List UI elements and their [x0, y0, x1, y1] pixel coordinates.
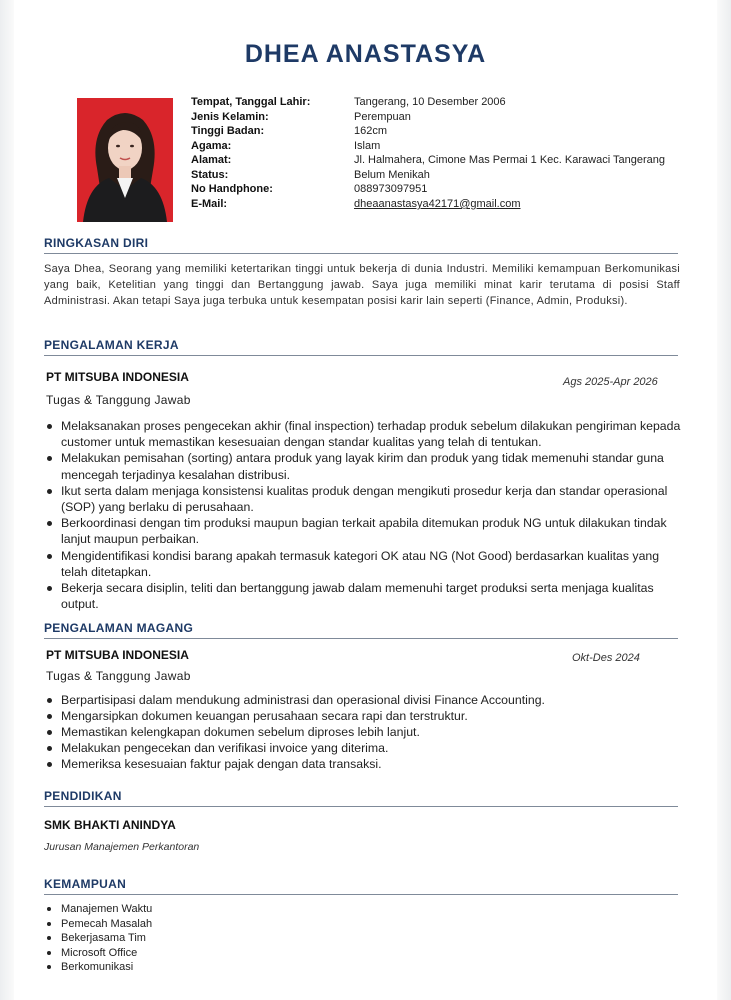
list-item: Memeriksa kesesuaian faktur pajak dengan data transaksi.	[44, 756, 684, 772]
info-value-height: 162cm	[354, 125, 388, 137]
list-item: Melaksanakan proses pengecekan akhir (final inspection) terhadap produk sebelum dilakukan pengiriman kepada customer untuk memastikan kesesuaian dengan standar kualitas yang telah di tentukan.	[44, 418, 684, 450]
internship-duties-list	[44, 692, 684, 772]
experience-subhead: Tugas & Tanggung Jawab	[46, 393, 191, 407]
list-item: Mengarsipkan dokumen keuangan perusahaan secara rapi dan terstruktur.	[44, 708, 684, 724]
info-label-gender: Jenis Kelamin:	[191, 111, 269, 123]
section-divider	[44, 894, 678, 895]
list-item: Manajemen Waktu	[44, 902, 344, 917]
page-edge-left	[0, 0, 14, 1000]
internship-subhead: Tugas & Tanggung Jawab	[46, 669, 191, 683]
info-value-religion: Islam	[354, 140, 381, 152]
list-item: Bekerjasama Tim	[44, 931, 344, 946]
info-label-phone: No Handphone:	[191, 183, 273, 195]
list-item: Berpartisipasi dalam mendukung administrasi dan operasional divisi Finance Accounting.	[44, 692, 684, 708]
summary-text: Saya Dhea, Seorang yang memiliki ketertarikan tinggi untuk bekerja di dunia Industri. Memiliki kemampuan Berkomunikasi yang baik, Ketelitian yang tinggi dan Bertanggung jawab. Saya juga memiliki minat karir terutama di posisi Staff Administrasi. Akan tetapi Saya juga terbuka untuk kesempatan posisi karir lain seperti (Finance, Admin, Produksi).	[44, 263, 680, 307]
internship-date: Okt-Des 2024	[572, 652, 640, 664]
list-item: Bekerja secara disiplin, teliti dan bertanggung jawab dalam memenuhi target produksi serta menjaga kualitas output.	[44, 580, 684, 612]
education-major: Jurusan Manajemen Perkantoran	[44, 841, 200, 853]
list-item: Memastikan kelengkapan dokumen sebelum diproses lebih lanjut.	[44, 724, 684, 740]
section-title-summary: RINGKASAN DIRI	[44, 236, 149, 250]
info-label-height: Tinggi Badan:	[191, 125, 265, 137]
section-title-internship: PENGALAMAN MAGANG	[44, 621, 194, 635]
info-label-birth: Tempat, Tanggal Lahir:	[191, 96, 311, 108]
candidate-name: DHEA ANASTASYA	[244, 40, 487, 68]
list-item: Mengidentifikasi kondisi barang apakah termasuk kategori OK atau NG (Not Good) berdasarkan kualitas yang telah ditetapkan.	[44, 548, 684, 580]
list-item: Melakukan pengecekan dan verifikasi invoice yang diterima.	[44, 740, 684, 756]
section-title-skills: KEMAMPUAN	[44, 877, 127, 891]
list-item: Microsoft Office	[44, 946, 344, 961]
experience-date: Ags 2025-Apr 2026	[563, 376, 658, 388]
info-value-phone: 088973097951	[354, 183, 428, 195]
info-value-address: Jl. Halmahera, Cimone Mas Permai 1 Kec. Karawaci Tangerang	[354, 154, 665, 166]
experience-company: PT MITSUBA INDONESIA	[46, 370, 189, 384]
internship-company: PT MITSUBA INDONESIA	[46, 648, 189, 662]
info-label-status: Status:	[191, 169, 229, 181]
education-school: SMK BHAKTI ANINDYA	[44, 818, 176, 832]
section-divider	[44, 638, 678, 639]
list-item: Melakukan pemisahan (sorting) antara produk yang layak kirim dan produk yang tidak memenuhi standar guna mencegah terjadinya kesalahan distribusi.	[44, 450, 684, 482]
info-label-address: Alamat:	[191, 154, 232, 166]
section-title-experience: PENGALAMAN KERJA	[44, 338, 179, 352]
list-item: Ikut serta dalam menjaga konsistensi kualitas produk dengan mengikuti prosedur kerja dan standar operasional (SOP) yang berlaku di perusahaan.	[44, 483, 684, 515]
info-value-status: Belum Menikah	[354, 169, 430, 181]
info-label-religion: Agama:	[191, 140, 232, 152]
section-divider	[44, 806, 678, 807]
skills-list	[44, 902, 344, 975]
info-value-birth: Tangerang, 10 Desember 2006	[354, 96, 506, 108]
experience-duties-list	[44, 418, 684, 612]
info-value-gender: Perempuan	[354, 111, 411, 123]
info-label-email: E-Mail:	[191, 198, 228, 210]
list-item: Berkoordinasi dengan tim produksi maupun bagian terkait apabila ditemukan produk NG untuk dilakukan tindak lanjut maupun perbaikan.	[44, 515, 684, 547]
section-title-education: PENDIDIKAN	[44, 789, 122, 803]
section-divider	[44, 355, 678, 356]
email-link[interactable]: dheaanastasya42171@gmail.com	[354, 198, 521, 210]
page-edge-right	[717, 0, 731, 1000]
profile-photo	[77, 98, 173, 222]
list-item: Pemecah Masalah	[44, 917, 344, 932]
list-item: Berkomunikasi	[44, 960, 344, 975]
section-divider	[44, 253, 678, 254]
